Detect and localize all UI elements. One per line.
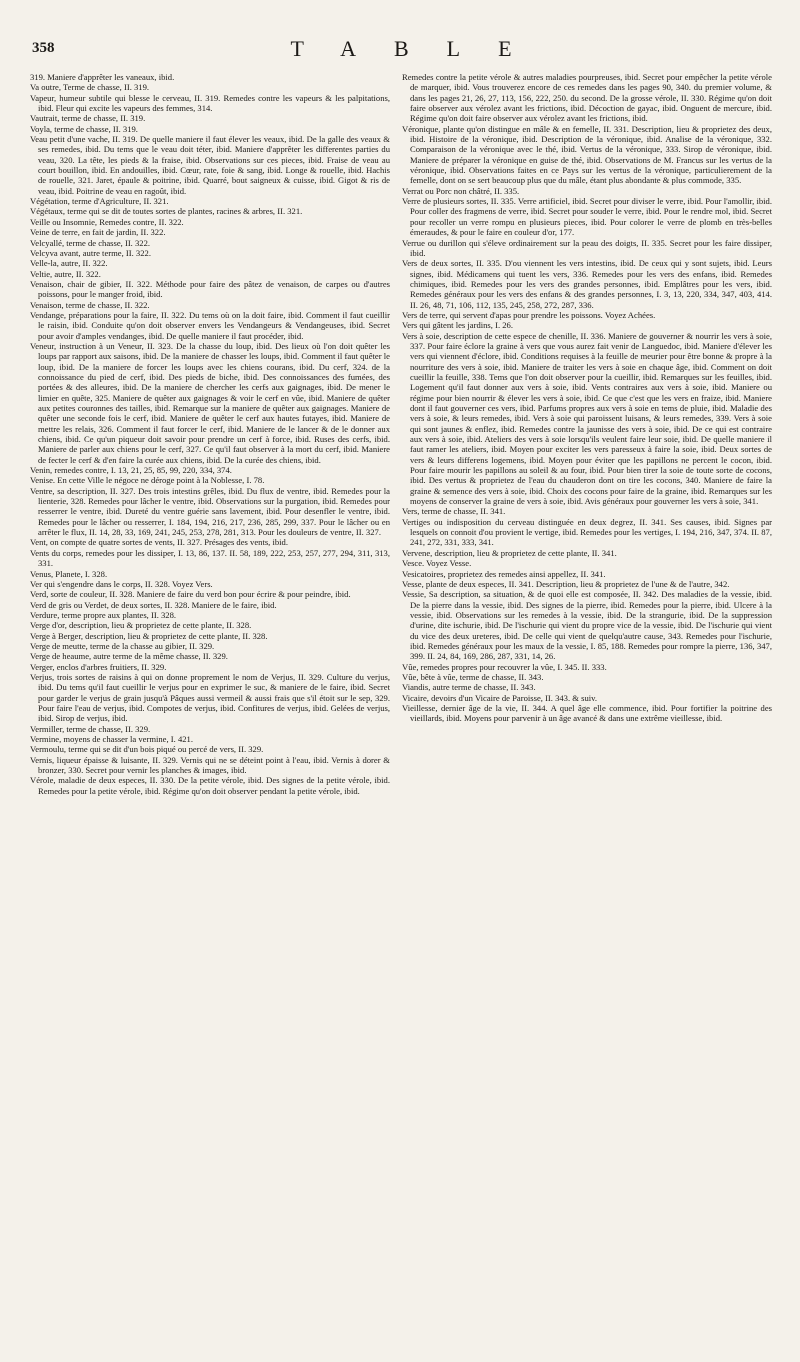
index-entry: Va outre, Terme de chasse, II. 319. xyxy=(30,82,150,93)
index-entry: Vertiges ou indisposition du cerveau distinguée en deux degrez, II. 341. Ses causes, ibid. Signes par lesquels on connoit d'ou provient le vertige, ibid. Remedes pour les vertiges, I. 194, 216, 347, 374. II. 87, 241, 272, 331, 333, 341. xyxy=(402,516,772,548)
index-entry: Velcyva avant, autre terme, II. 322. xyxy=(30,247,151,258)
index-entry: Vers, terme de chasse, II. 341. xyxy=(402,506,506,517)
index-entry: Vervene, description, lieu & proprietez de cette plante, II. 341. xyxy=(402,547,617,558)
index-entry: Vendange, préparations pour la faire, II. 322. Du tems où on la doit faire, ibid. Comment il faut cueillir le raisin, ibid. Conduite qu'on doit observer envers les Vendangeurs & Vendangeuses, ibid. Secret pour avoir d'amples vendanges, ibid. De quelle maniere il faut procéder, ibid. xyxy=(30,309,390,341)
index-entry: Vérole, maladie de deux especes, II. 330. De la petite vérole, ibid. Des signes de la petite vérole, ibid. Remedes pour la petite vérole, ibid. Régime qu'on doit observer pendant la petite vérole, ibid. xyxy=(30,775,390,796)
index-entry: Vûe, remedes propres pour recouvrer la vûe, I. 345. II. 333. xyxy=(402,661,607,672)
left-column xyxy=(30,72,390,796)
index-entry: Ver qui s'engendre dans le corps, II. 328. Voyez Vers. xyxy=(30,578,213,589)
index-entry: Vessie, Sa description, sa situation, & de quoi elle est composée, II. 342. Des maladies de la vessie, ibid. De la pierre dans la vessie, ibid. Des signes de la pierre, ibid. Remedes pour la pierre, ibid. Ulcere à la vessie, ibid. Observations sur les remedes à la vessie, ibid. De la strangurie, ibid. De la suppression d'urine, dite ischurie, ibid. De l'ischurie qui vient du propre vice de la vessie, ibid. De l'ischurie qui vient du vice des deux ureteres, ibid. De celle qui vient de quelqu'autre cause, 343. Remedes pour l'ischurie, ibid. Remedes généraux pour les maux de la vessie, I. 85, 188. Remedes pour rompre la pierre, 136, 347, 399. II. 24, 84, 169, 286, 287, 331, 14, 26. xyxy=(402,589,772,662)
index-entry: Veine de terre, en fait de jardin, II. 322. xyxy=(30,227,166,238)
index-entry: Veille ou Insomnie, Remedes contre, II. 322. xyxy=(30,216,184,227)
index-entry: Viandis, autre terme de chasse, II. 343. xyxy=(402,682,536,693)
index-entry: Végétation, terme d'Agriculture, II. 321. xyxy=(30,196,169,207)
index-entry: Vers à soie, description de cette espece de chenille, II. 336. Maniere de gouverner & nourrir les vers à soie, 337. Pour faire éclore la graine à vers que vous aurez fait venir de Languedoc, ibid. Maniere d'élever les vers qui viennent d'éclore, ibid. Conditions requises à la feuille de meurier pour être bonne & propre à la nourriture des vers à soie, ibid. Maniere de traiter les vers à soie en chaque âge, ibid. Comment on doit cueillir la feuille, 338. Tems que l'on doit observer pour la cueillir, ibid. Remarques sur les feuilles, ibid. Logement qu'il faut donner aux vers à soie, ibid. Vents contraires aux vers à soie, ibid. Maniere ou régime pour bien nourrir & élever les vers à soie, ibid. Ce que c'est que les vers en fraize, ibid. Maniere dont il faut gouverner ces vers, ibid. Parfums propres aux vers à soie en tems de pluie, ibid. Maladie des vers à soie, & leurs remedes, ibid. Vers à soie qui paroissent luisans, & leurs remedes, 339. Vers à soie qui sont jaunes & enflez, ibid. Remedes contre la jaunisse des vers à soie, ibid. De ce qui est contraire aux vers à soie, ibid. Ateliers des vers à soie lorsqu'ils veulent faire leur soie, ibid. De quelle maniere il faut ramer les ateliers, ibid. Moyen pour exciter les vers paresseux à faire la soie, ibid. Deux sortes de vers & leurs differens logemens, ibid. Moyen pour éviter que les papillons ne percent le cocon, ibid. Pour faire mourir les papillons au soleil & au four, ibid. Pour bien tirer la soie de toute sorte de cocons, ibid. Des vertus & proprietez de l'eau du chauderon dont on tire les cocons, 340. Maniere de faire la graine & semence des vers à soie, ibid. Choix des cocons pour faire de la graine, ibid. Remarques sur les moyens de conserver la graine de vers à soie, ibid. Avis généraux pour gouverner les vers à soie, 341. xyxy=(402,330,772,507)
index-entry: 319. Maniere d'apprêter les vaneaux, ibid. xyxy=(30,72,175,82)
running-title: TABLE xyxy=(290,36,550,61)
index-entry: Venin, remedes contre, I. 13, 21, 25, 85, 99, 220, 334, 374. xyxy=(30,465,232,476)
index-entry: Vers qui gâtent les jardins, I. 26. xyxy=(402,320,513,331)
index-entry: Verd, sorte de couleur, II. 328. Maniere de faire du verd bon pour écrire & pour peindre, ibid. xyxy=(30,589,351,600)
index-entry: Verge d'or, description, lieu & proprietez de cette plante, II. 328. xyxy=(30,620,252,631)
index-entry: Vautrait, terme de chasse, II. 319. xyxy=(30,113,146,124)
index-entry: Verger, enclos d'arbres fruitiers, II. 329. xyxy=(30,661,167,672)
index-entry: Vapeur, humeur subtile qui blesse le cerveau, II. 319. Remedes contre les vapeurs & les palpitations, ibid. Fleur qui excite les vapeurs des femmes, 314. xyxy=(30,92,390,114)
index-entry: Verrue ou durillon qui s'éleve ordinairement sur la peau des doigts, II. 335. Secret pour les faire dissiper, ibid. xyxy=(402,237,772,258)
index-entry: Velle-la, autre, II. 322. xyxy=(30,258,108,269)
index-entry: Velcyallé, terme de chasse, II. 322. xyxy=(30,237,151,248)
index-entry: Vieillesse, dernier âge de la vie, II. 344. A quel âge elle commence, ibid. Pour fortifier la poitrine des vieillards, ibid. Moyens pour parvenir à un âge avancé & dans une extrême vieillesse, ibid. xyxy=(402,702,772,724)
index-entry: Venise. En cette Ville le négoce ne déroge point à la Noblesse, I. 78. xyxy=(30,475,265,486)
index-entry: Vers de terre, qui servent d'apas pour prendre les poissons. Voyez Achées. xyxy=(402,309,656,320)
index-entry: Veltie, autre, II. 322. xyxy=(30,268,101,279)
index-entry: Verge de meutte, terme de la chasse au gibier, II. 329. xyxy=(30,640,215,651)
index-entry: Vent, on compte de quatre sortes de vents, II. 327. Présages des vents, ibid. xyxy=(30,537,288,548)
index-entry: Venaison, chair de gibier, II. 322. Méthode pour faire des pâtez de venaison, de carpes ou d'autres poissons, pour le manger froid, ibid. xyxy=(30,278,390,300)
index-entry: Verjus, trois sortes de raisins à qui on donne proprement le nom de Verjus, II. 329. Culture du verjus, ibid. Du tems qu'il faut cueillir le verjus pour en exprimer le suc, & maniere de le faire, ibid. Secret pour garder le verjus de grain jusqu'à Pâques aussi vermeil & aussi frais que s'il étoit sur le sep, 329. Pour faire l'eau de verjus, ibid. Compotes de verjus, ibid. Confitures de verjus, ibid. Gelées de verjus, ibid. Sirop de verjus, ibid. xyxy=(30,671,390,724)
right-column xyxy=(402,72,772,724)
index-entry: Vermine, moyens de chasser la vermine, I. 421. xyxy=(30,734,193,744)
index-entry: Ventre, sa description, II. 327. Des trois intestins grêles, ibid. Du flux de ventre, ibid. Remedes pour la lienterie, 328. Remedes pour lâcher le ventre, ibid. Observations sur la purgation, ibid. Remedes pour resserrer le ventre, ibid. Dureté du ventre guérie sans lavement, ibid. Pour desenfler le ventre, ibid. Remedes pour le lâcher ou resserrer, I. 184, 194, 216, 217, 236, 285, 299, 337. Pour le lâcher ou en arrêter le flux, II. 14, 28, 33, 169, 241, 245, 253, 278, 281, 313. Pour les douleurs de ventre, II. 327. xyxy=(30,485,390,538)
index-entry: Verre de plusieurs sortes, II. 335. Verre artificiel, ibid. Secret pour diviser le verre, ibid. Pour l'amollir, ibid. Pour coller des fragmens de verre, ibid. Secret pour souder le verre, ibid. Pour le rendre mol, ibid. Secret pour recoller un verre rompu en plusieurs pieces, ibid. Pour colorer le verre de plomb en très-belles émeraudes, & pour le faire en couleur d'or, 177. xyxy=(402,196,772,238)
index-entry: Vicaire, devoirs d'un Vicaire de Paroisse, II. 343. & suiv. xyxy=(402,692,598,703)
index-entry: Vesse, plante de deux especes, II. 341. Description, lieu & proprietez de l'une & de l'autre, 342. xyxy=(402,578,730,589)
index-entry: Verge de heaume, autre terme de la même chasse, II. 329. xyxy=(30,651,228,662)
index-entry: Vermoulu, terme qui se dit d'un bois piqué ou percé de vers, II. 329. xyxy=(30,744,264,755)
index-entry: Vernis, liqueur épaisse & luisante, II. 329. Vernis qui ne se déteint point à l'eau, ibid. Vernis à dorer & bronzer, 330. Secret pour vernir les planches & images, ibid. xyxy=(30,754,390,776)
index-entry: Vermiller, terme de chasse, II. 329. xyxy=(30,723,151,734)
index-entry: Venaison, terme de chasse, II. 322. xyxy=(30,299,150,310)
index-entry: Vesicatoires, proprietez des remedes ainsi appellez, II. 341. xyxy=(402,568,606,579)
index-entry: Vesce. Voyez Vesse. xyxy=(402,558,472,569)
index-entry: Vers de deux sortes, II. 335. D'ou viennent les vers intestins, ibid. De ceux qui y sont sujets, ibid. Leurs signes, ibid. Médicamens qui tuent les vers, 336. Remedes pour les vers des enfans, ibid. Remedes chimiques, ibid. Remedes pour les vers des grandes personnes, ibid. Emplâtres pour les vers, ibid. Remedes généraux pour les vers des enfans & des grandes personnes, I. 3, 13, 220, 334, 347, 403, 414. II. 26, 48, 71, 106, 112, 135, 245, 258, 272, 287, 336. xyxy=(402,258,772,310)
page-number: 358 xyxy=(32,40,55,56)
index-entry: Venus, Planete, I. 328. xyxy=(30,568,108,579)
index-entry: Verrat ou Porc non châtré, II. 335. xyxy=(402,185,520,196)
index-entry: Verge à Berger, description, lieu & proprietez de cette plante, II. 328. xyxy=(30,630,268,641)
index-entry: Vents du corps, remedes pour les dissiper, I. 13, 86, 137. II. 58, 189, 222, 253, 257, 277, 294, 311, 313, 331. xyxy=(30,547,390,569)
index-entry: Véronique, plante qu'on distingue en mâle & en femelle, II. 331. Description, lieu & proprietez des deux, ibid. Histoire de la véronique, ibid. Description de la véronique, ibid. Analise de la véronique, 332. Comparaison de la véronique avec le thé, ibid. Vertus de la véronique, 333. Sirop de véronique, ibid. Maniere de préparer la véronique en guise de thé, ibid. Observations de M. Francus sur les vertus de la véronique, ibid. Observations faites en ce Pays sur les vertus de la véronique, particulierement de la femelle, dont on se sert beaucoup plus que du mâle, étant plus abondante & plus commode, 335. xyxy=(402,123,772,186)
index-entry: Veau petit d'une vache, II. 319. De quelle maniere il faut élever les veaux, ibid. De la galle des veaux & ses remedes, ibid. Du tems que le veau doit téter, ibid. Maniere d'apprêter les differentes parties du veau, 320. La tête, les pieds & la fraise, ibid. Observations sur ces pieces, ibid. Fraise de veau au court bouillon, ibid. En andouilles, ibid. Cœur, rate, foie & sang, ibid. Longe & rouelle, ibid. Hachis de rouelle, 321. Jaret, épaule & poitrine, ibid. Quarré, bout saigneux & cuisse, ibid. Gigot & ris de veau, ibid. Poitrine de veau en ragoût, ibid. xyxy=(30,134,390,196)
index-entry: Voyla, terme de chasse, II. 319. xyxy=(30,123,138,134)
index-entry: Verdure, terme propre aux plantes, II. 328. xyxy=(30,609,177,620)
index-entry: Végétaux, terme qui se dit de toutes sortes de plantes, racines & arbres, II. 321. xyxy=(30,206,303,217)
index-entry: Veneur, instruction à un Veneur, II. 323. De la chasse du loup, ibid. Des lieux où l'on doit quêter les loups par rapport aux saisons, ibid. De la maniere de chasser les loups, ibid. Comment il faut quêter le loup, ibid. De la maniere de forcer les loups avec les chiens courans, ibid. Du cerf, 324. de la connoissance du pied de cerf, ibid. Des pieds de biche, ibid. Des connoissances des fumées, des portées & des alleures, ibid. De la maniere de chercher les cerfs aux gaignages, ibid. De mener le limier en quête, 325. Maniere de quêter aux gaignages & voir le cerf en vûe, ibid. Maniere de quêter aux petites couronnes des tailles, ibid. Remarque sur la maniere de quêter aux gaignages. Maniere de quêter une seconde fois le cerf, ibid. Maniere de quêter le cerf aux hautes futayes, ibid. Maniere de mettre les relais, 326. Comment il faut forcer le cerf, ibid. Maniere de le lancer & de le donner aux chiens, ibid. Ce qu'un piqueur doit savoir pour prendre un cerf à force, ibid. Ruses des cerfs, ibid. Maniere de parler aux chiens pour le cerf, 327. Ce qu'il faut observer à la mort du cerf, ibid. Maniere de fecter le cerf & d'en faire la curée aux chiens, ibid. De la curée des chiens, ibid. xyxy=(30,340,390,465)
index-entry: Verd de gris ou Verdet, de deux sortes, II. 328. Maniere de le faire, ibid. xyxy=(30,599,277,610)
index-entry: Remedes contre la petite vérole & autres maladies pourpreuses, ibid. Secret pour empêcher la petite vérole de marquer, ibid. Vous trouverez encore de ces remedes dans les pages 90, 340. du premier volume, & dans les pages 21, 26, 27, 113, 156, 222, 250. du second. De la grosse vérole, II. 330. Régime qu'on doit faire observer aux vérolez avant les frictions, ibid. Décoction de gayac, ibid. Onguent de mercure, ibid. Régime qu'on doit faire observer aux vérolez avant les frictions, ibid. xyxy=(402,72,772,124)
index-entry: Vûe, bête à vûe, terme de chasse, II. 343. xyxy=(402,671,544,682)
